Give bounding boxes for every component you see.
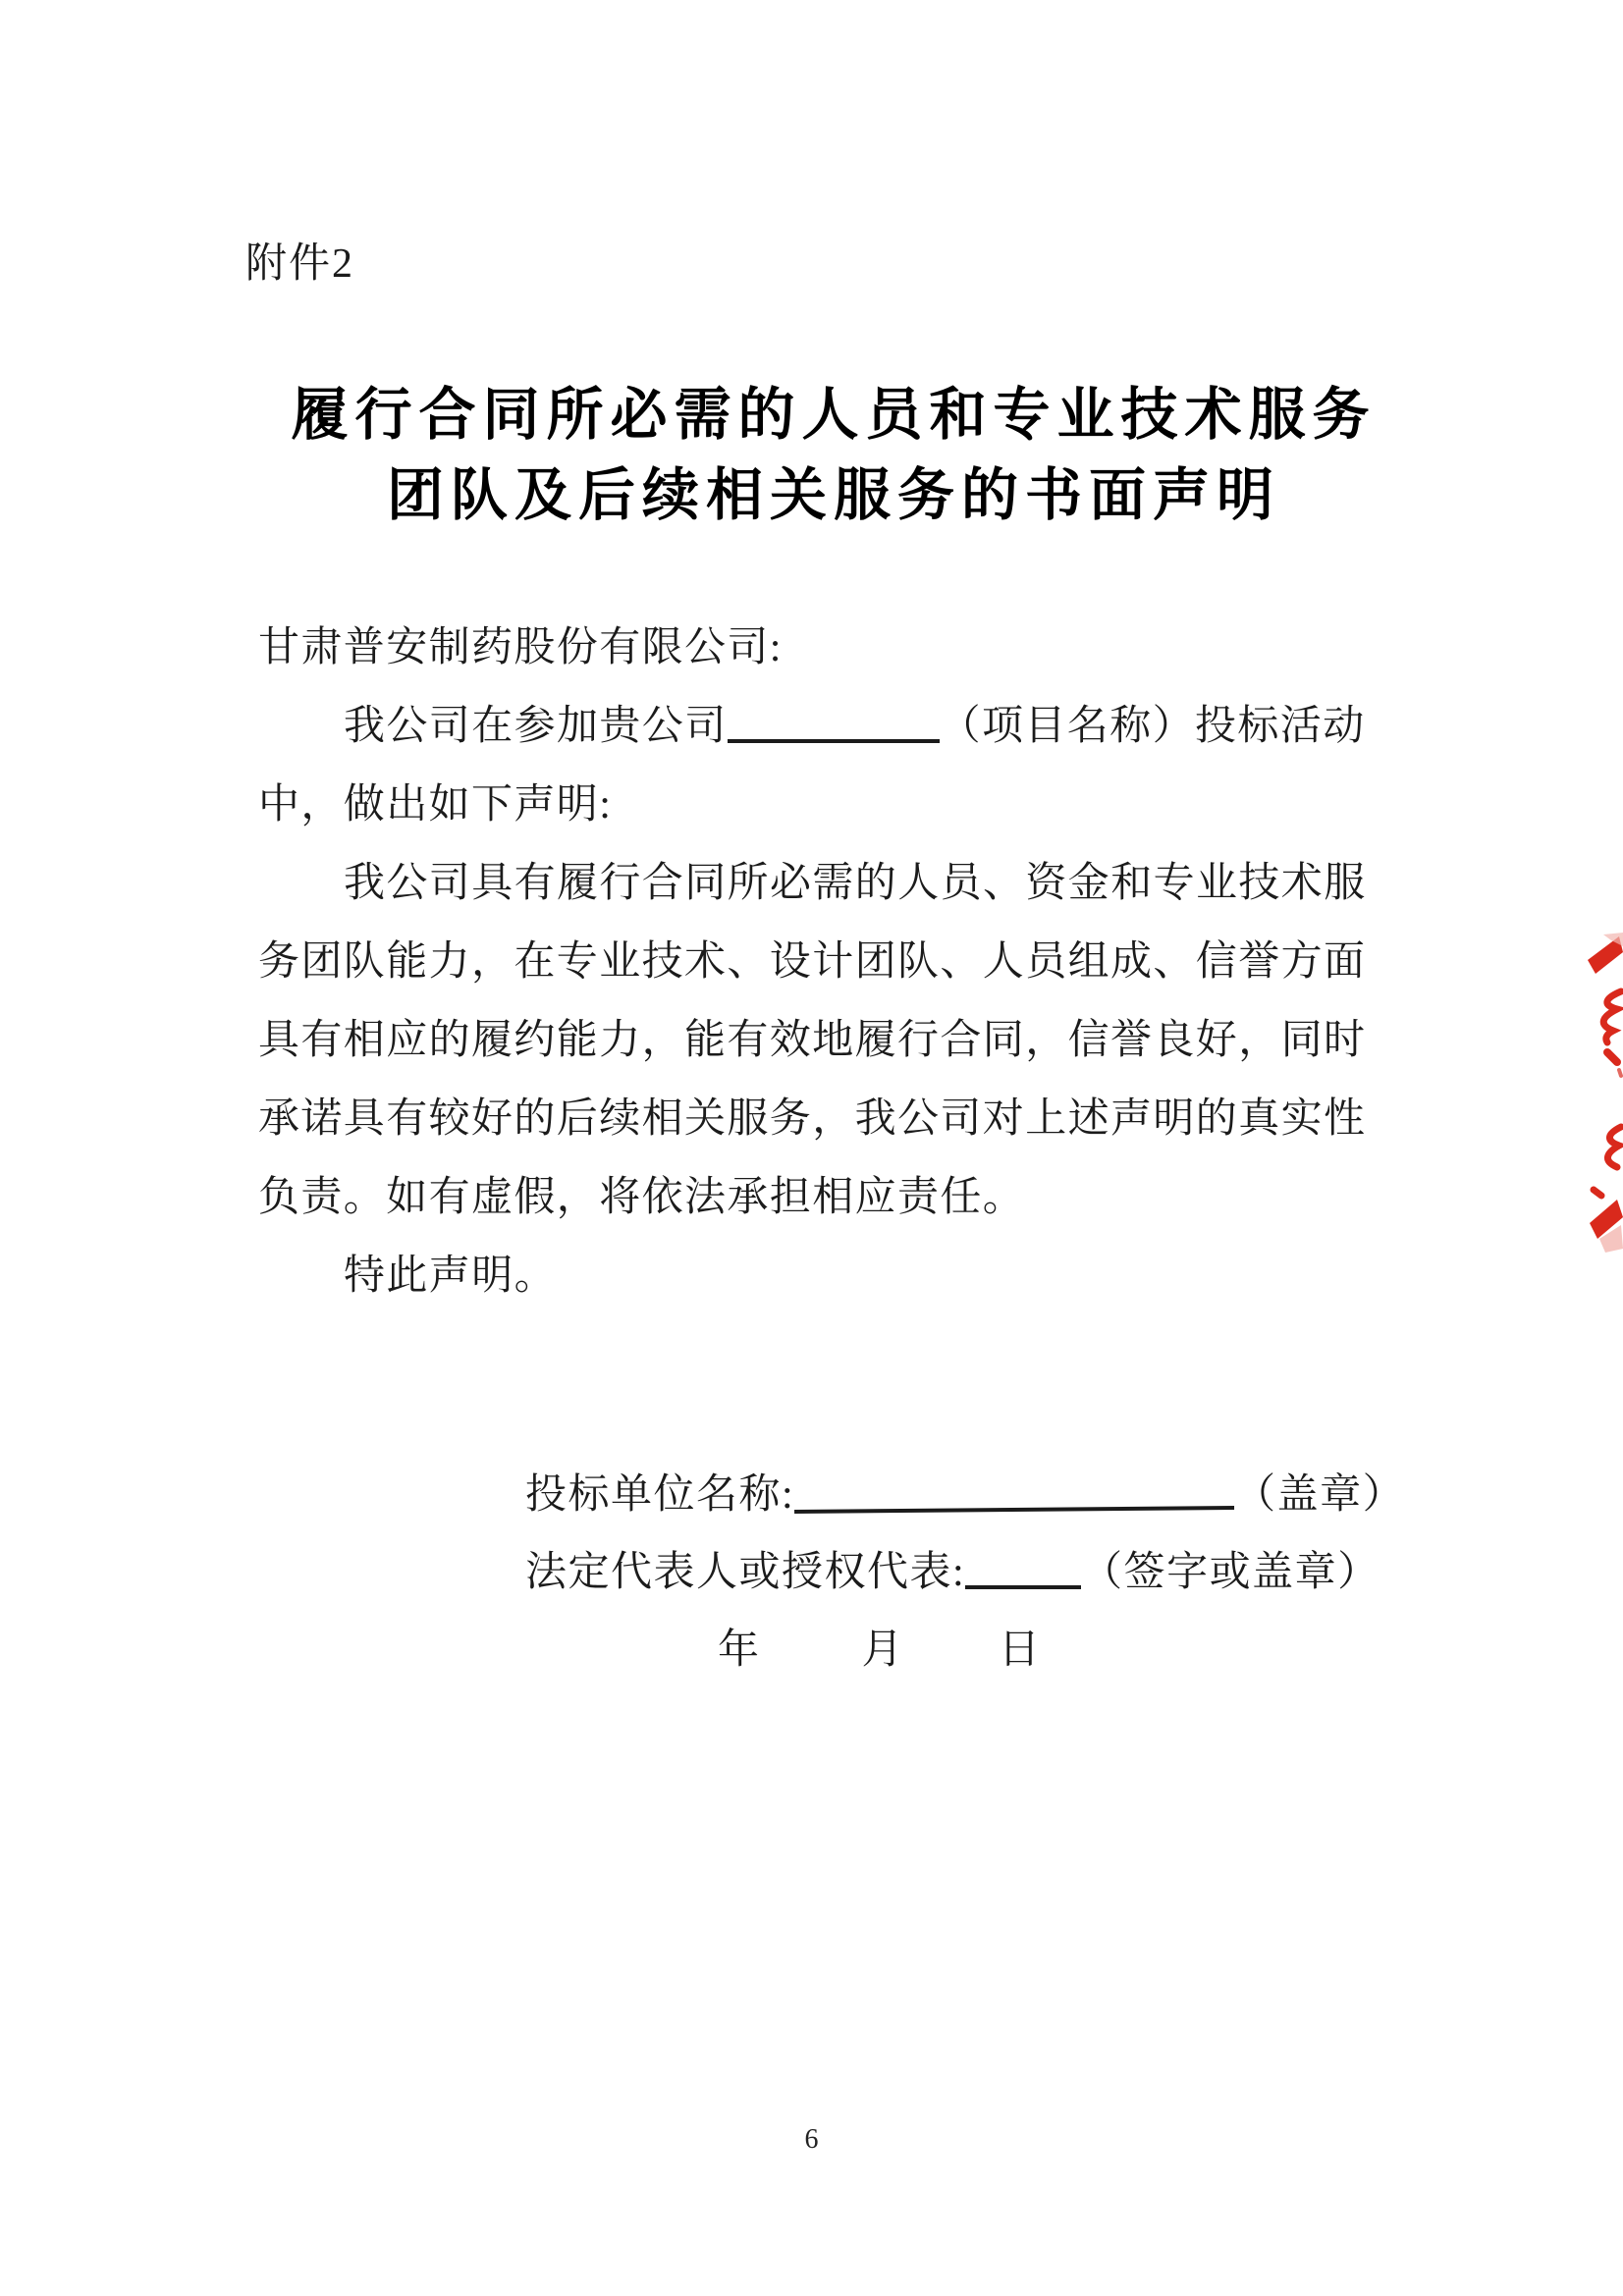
declare-intro-lead: 我公司在参加贵公司 [344,704,728,749]
declare-intro-wrap-line: 中，做出如下声明: [258,782,613,828]
bidder-name-line [525,1457,1458,1534]
closing-line: 特此声明。 [344,1254,558,1299]
bidder-name-blank [794,1496,1234,1514]
representative-blank [965,1575,1081,1589]
signature-block [525,1457,1458,1689]
statement-line: 承诺具有较好的后续相关服务，我公司对上述声明的真实性 [258,1096,1367,1142]
representative-label: 法定代表人或授权代表: [525,1550,966,1595]
date-year-label: 年 [718,1628,761,1673]
declare-intro-line [258,687,1417,766]
statement-line: 具有相应的履约能力，能有效地履行合同，信誉良好，同时 [258,1018,1367,1063]
red-stamp-fragment [1578,933,1623,1256]
declare-intro-after-blank: （项目名称）投标活动 [939,704,1366,749]
title-line-1: 履行合同所必需的人员和专业技术服务 [291,383,1377,447]
attachment-label: 附件2 [245,241,355,287]
sign-or-seal-note: （签字或盖章） [1081,1550,1380,1595]
page-number: 6 [804,2124,819,2155]
body-text [258,609,1417,1315]
date-day-label: 日 [999,1628,1042,1673]
title-line-2: 团队及后续相关服务的书面声明 [386,463,1280,527]
seal-note: （盖章） [1234,1472,1406,1518]
project-name-blank [728,729,940,743]
statement-line: 负责。如有虚假，将依法承担相应责任。 [258,1175,1026,1220]
date-line [525,1612,1458,1689]
representative-line [525,1534,1458,1612]
document-title [258,375,1409,536]
salutation-line: 甘肃普安制药股份有限公司: [258,625,783,670]
date-month-label: 月 [861,1628,905,1673]
bidder-name-label: 投标单位名称: [525,1472,795,1518]
statement-line: 务团队能力，在专业技术、设计团队、人员组成、信誉方面 [258,939,1367,985]
statement-line: 我公司具有履行合同所必需的人员、资金和专业技术服 [344,861,1367,906]
